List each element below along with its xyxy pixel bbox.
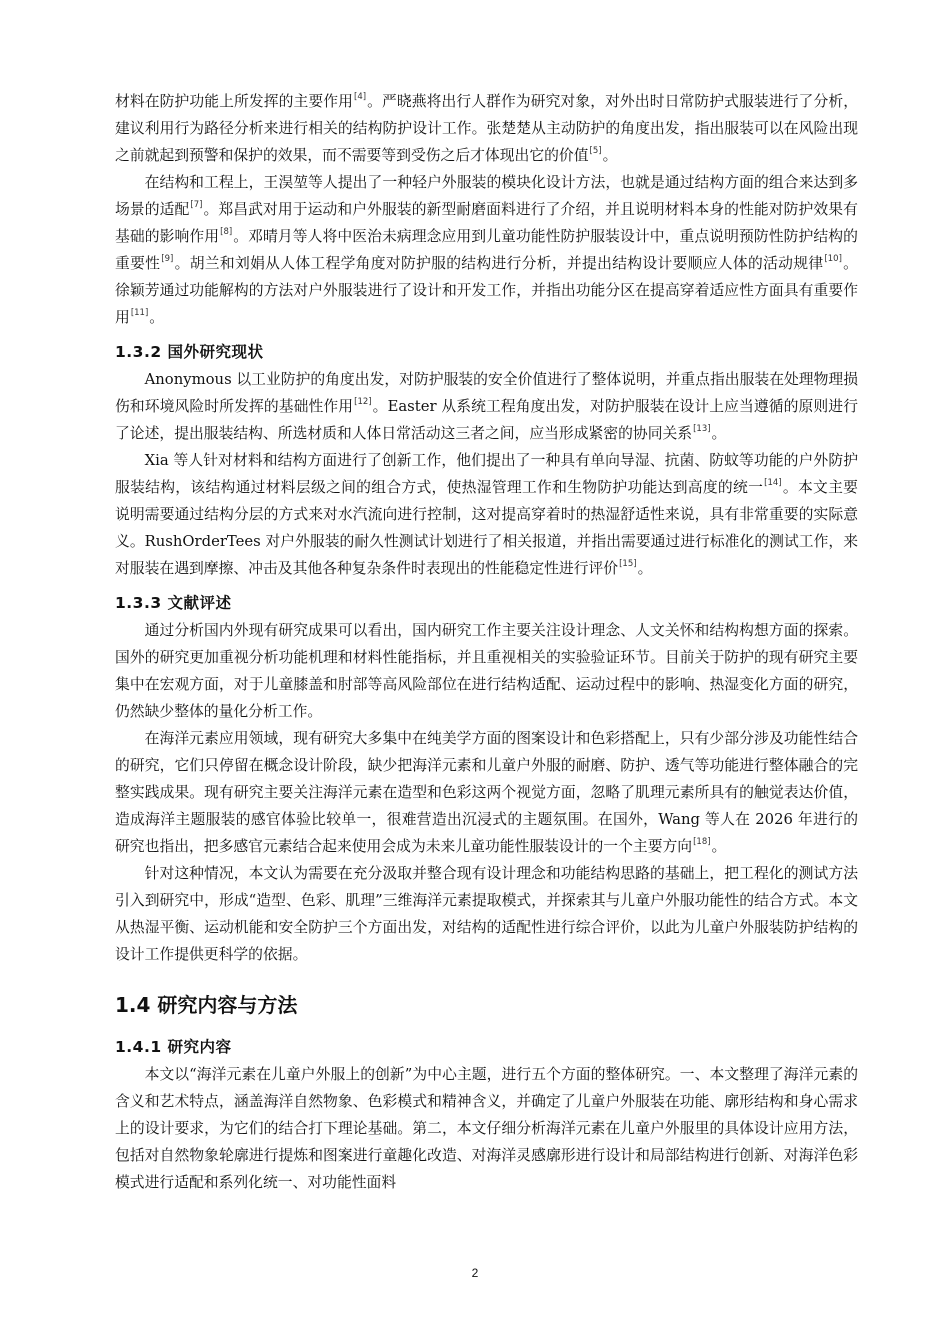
paragraph bbox=[115, 169, 858, 331]
subsection-heading: 1.3.3 文献评述 bbox=[115, 594, 232, 612]
paragraph bbox=[115, 447, 858, 582]
citation[interactable]: [4] bbox=[354, 92, 367, 102]
text-run: 。 bbox=[711, 838, 727, 855]
text-run: 。 bbox=[602, 147, 618, 164]
text-run: Anonymous 以工业防护的角度出发，对防护服装的安全价值进行了整体说明，并重点指出服装在处理物理损伤和环境风险时所发挥的基础性作用 bbox=[115, 371, 858, 415]
text-run: 。本文主要说明需要通过结构分层的方式来对水汽流向进行控制，这对提高穿着时的热湿舒适性来说，具有非常重要的实际意义。RushOrderTees 对户外服装的耐久性测试计划进行了相关报道，并指出需要通过进行标准化的测试工作，来对服装在遇到摩擦、冲击及其他各种复杂条件时表现出的性能稳定性进行评价 bbox=[115, 479, 858, 577]
text-run: 。徐颖芳通过功能解构的方法对户外服装进行了设计和开发工作，并指出功能分区在提高穿着适应性方面具有重要作用 bbox=[115, 255, 858, 326]
citation[interactable]: [9] bbox=[161, 254, 174, 264]
citation[interactable]: [14] bbox=[764, 478, 782, 488]
citation[interactable]: [10] bbox=[824, 254, 842, 264]
paragraph bbox=[115, 725, 858, 860]
text-run: 。 bbox=[637, 560, 653, 577]
paragraph: 针对这种情况，本文认为需要在充分汲取并整合现有设计理念和功能结构思路的基础上，把工程化的测试方法引入到研究中，形成“造型、色彩、肌理”三维海洋元素提取模式，并探索其与儿童户外服功能性的结合方式。本文从热湿平衡、运动机能和安全防护三个方面出发，对结构的适配性进行综合评价，以此为儿童户外服装防护结构的设计工作提供更科学的依据。 bbox=[115, 865, 858, 963]
paragraph: 通过分析国内外现有研究成果可以看出，国内研究工作主要关注设计理念、人文关怀和结构构想方面的探索。国外的研究更加重视分析功能机理和材料性能指标，并且重视相关的实验验证环节。目前关于防护的现有研究主要集中在宏观方面，对于儿童膝盖和肘部等高风险部位在进行结构适配、运动过程中的影响、热湿变化方面的研究，仍然缺少整体的量化分析工作。 bbox=[115, 622, 858, 720]
citation[interactable]: [11] bbox=[130, 308, 149, 318]
paragraph bbox=[115, 88, 858, 169]
body-text bbox=[115, 88, 858, 1196]
subsection-heading: 1.3.2 国外研究现状 bbox=[115, 343, 264, 361]
text-run: 。 bbox=[149, 309, 165, 326]
citation[interactable]: [8] bbox=[220, 227, 233, 237]
paragraph: 本文以“海洋元素在儿童户外服上的创新”为中心主题，进行五个方面的整体研究。一、本文整理了海洋元素的含义和艺术特点，涵盖海洋自然物象、色彩模式和精神含义，并确定了儿童户外服装在功能、廓形结构和身心需求上的设计要求，为它们的结合打下理论基础。第二，本文仔细分析海洋元素在儿童户外服里的具体设计应用方法，包括对自然物象轮廓进行提炼和图案进行童趣化改造、对海洋灵感廓形进行设计和局部结构进行创新、对海洋色彩模式进行适配和系列化统一、对功能性面料 bbox=[115, 1066, 858, 1191]
text-run: 。 bbox=[711, 425, 727, 442]
subsection-heading: 1.4.1 研究内容 bbox=[115, 1038, 232, 1056]
text-run: 。Easter 从系统工程角度出发，对防护服装在设计上应当遵循的原则进行了论述，提出服装结构、所选材质和人体日常活动这三者之间，应当形成紧密的协同关系 bbox=[115, 398, 858, 442]
text-run: 。胡兰和刘娟从人体工程学角度对防护服的结构进行分析，并提出结构设计要顺应人体的活动规律 bbox=[174, 255, 824, 272]
section-heading: 1.4 研究内容与方法 bbox=[115, 993, 298, 1017]
citation[interactable]: [13] bbox=[693, 424, 711, 434]
text-run: 材料在防护功能上所发挥的主要作用 bbox=[115, 93, 354, 110]
citation[interactable]: [15] bbox=[619, 559, 637, 569]
text-run: 。郑昌武对用于运动和户外服装的新型耐磨面料进行了介绍，并且说明材料本身的性能对防护效果有基础的影响作用 bbox=[115, 201, 858, 245]
citation[interactable]: [12] bbox=[354, 397, 372, 407]
text-run: 。邓晴月等人将中医治未病理念应用到儿童功能性防护服装设计中，重点说明预防性防护结构的重要性 bbox=[115, 228, 858, 272]
text-run: Xia 等人针对材料和结构方面进行了创新工作，他们提出了一种具有单向导湿、抗菌、防蚊等功能的户外防护服装结构，该结构通过材料层级之间的组合方式，使热湿管理工作和生物防护功能达到高度的统一 bbox=[115, 452, 858, 496]
text-run: 在海洋元素应用领域，现有研究大多集中在纯美学方面的图案设计和色彩搭配上，只有少部分涉及功能性结合的研究，它们只停留在概念设计阶段，缺少把海洋元素和儿童户外服的耐磨、防护、透气等功能进行整体融合的完整实践成果。现有研究主要关注海洋元素在造型和色彩这两个视觉方面，忽略了肌理元素所具有的触觉表达价值，造成海洋主题服装的感官体验比较单一，很难营造出沉浸式的主题氛围。在国外，Wang 等人在 2026 年进行的研究也指出，把多感官元素结合起来使用会成为未来儿童功能性服装设计的一个主要方向 bbox=[115, 730, 858, 855]
citation[interactable]: [7] bbox=[190, 200, 203, 210]
citation[interactable]: [5] bbox=[589, 146, 602, 156]
page-number: 2 bbox=[471, 1266, 479, 1280]
citation[interactable]: [18] bbox=[693, 837, 711, 847]
text-run: 。严晓燕将出行人群作为研究对象，对外出时日常防护式服装进行了分析，建议利用行为路径分析来进行相关的结构防护设计工作。张楚楚从主动防护的角度出发，指出服装可以在风险出现之前就起到预警和保护的效果，而不需要等到受伤之后才体现出它的价值 bbox=[115, 93, 858, 164]
text-run: 在结构和工程上，王淏堃等人提出了一种轻户外服装的模块化设计方法，也就是通过结构方面的组合来达到多场景的适配 bbox=[115, 174, 858, 218]
paragraph bbox=[115, 366, 858, 447]
